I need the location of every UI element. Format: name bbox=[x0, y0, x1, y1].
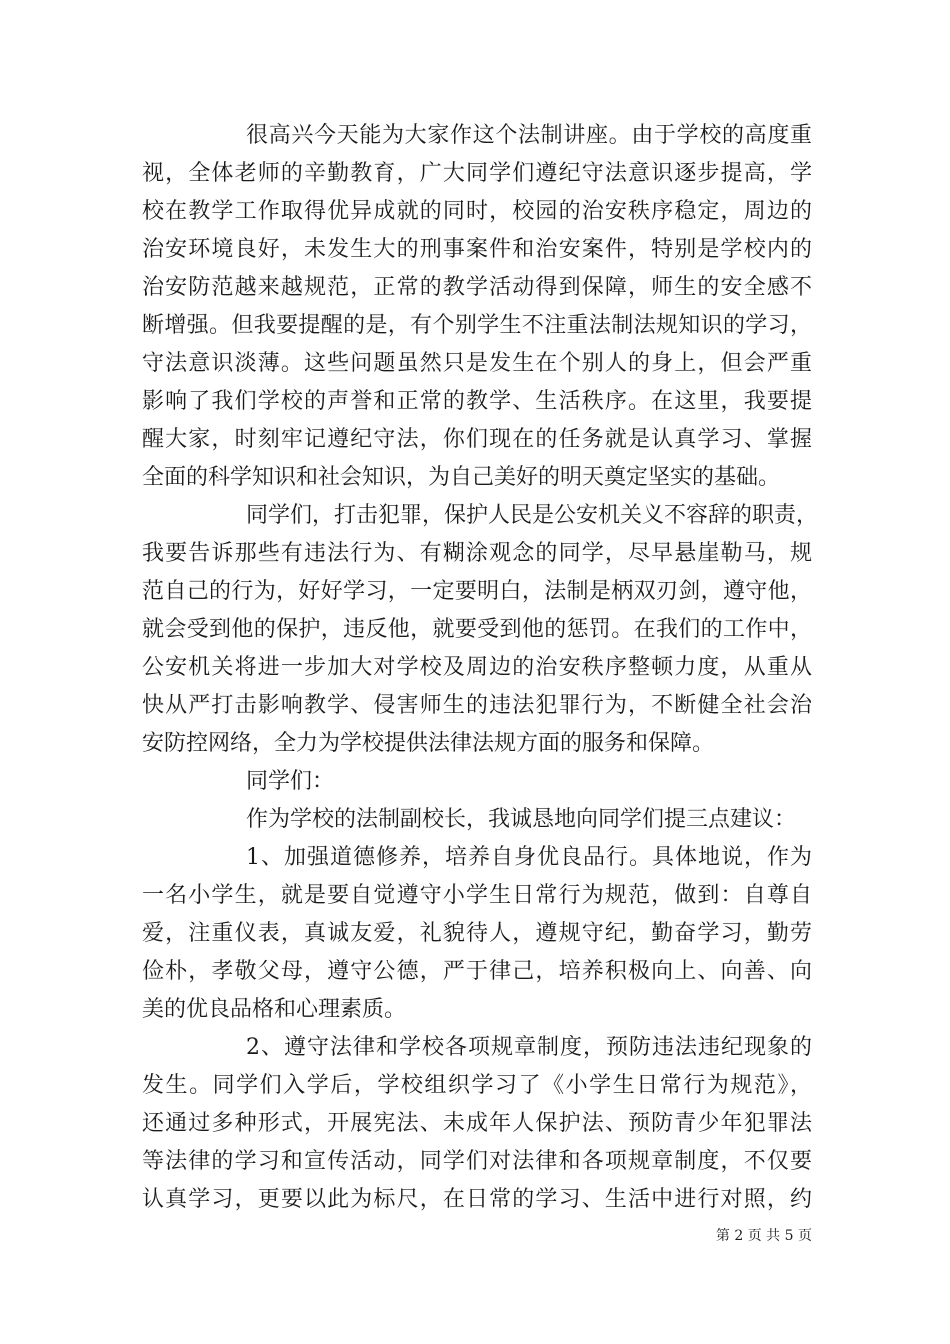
text-line: 我要告诉那些有违法行为、有糊涂观念的同学，尽早悬崖勒马，规 bbox=[142, 541, 812, 566]
text-line: 同学们： bbox=[246, 769, 335, 794]
text-line: 俭朴，孝敬父母，遵守公德，严于律己，培养积极向上、向善、向 bbox=[142, 959, 812, 984]
text-line: 全面的科学知识和社会知识，为自己美好的明天奠定坚实的基础。 bbox=[142, 465, 781, 490]
text-line: 治安环境良好，未发生大的刑事案件和治安案件，特别是学校内的 bbox=[142, 237, 812, 262]
text-line: 公安机关将进一步加大对学校及周边的治安秩序整顿力度，从重从 bbox=[142, 655, 812, 680]
page-number: 第 2 页 共 5 页 bbox=[715, 1228, 812, 1244]
text-line: 影响了我们学校的声誉和正常的教学、生活秩序。在这里，我要提 bbox=[142, 389, 812, 414]
text-line: 还通过多种形式，开展宪法、未成年人保护法、预防青少年犯罪法 bbox=[142, 1111, 812, 1136]
text-line: 视，全体老师的辛勤教育，广大同学们遵纪守法意识逐步提高，学 bbox=[142, 161, 812, 186]
text-line: 一名小学生，就是要自觉遵守小学生日常行为规范，做到：自尊自 bbox=[142, 883, 812, 908]
text-line: 爱，注重仪表，真诚友爱，礼貌待人，遵规守纪，勤奋学习，勤劳 bbox=[142, 921, 812, 946]
text-line: 快从严打击影响教学、侵害师生的违法犯罪行为，不断健全社会治 bbox=[142, 693, 812, 718]
text-line: 发生。同学们入学后，学校组织学习了《小学生日常行为规范》， bbox=[142, 1073, 812, 1098]
text-line: 就会受到他的保护，违反他，就要受到他的惩罚。在我们的工作中， bbox=[142, 617, 812, 642]
text-line: 2、遵守法律和学校各项规章制度，预防违法违纪现象的 bbox=[246, 1035, 812, 1060]
text-line: 范自己的行为，好好学习，一定要明白，法制是柄双刃剑，遵守他， bbox=[142, 579, 812, 604]
text-line: 1、加强道德修养，培养自身优良品行。具体地说，作为 bbox=[246, 845, 812, 870]
text-line: 校在教学工作取得优异成就的同时，校园的治安秩序稳定，周边的 bbox=[142, 199, 812, 224]
text-line: 等法律的学习和宣传活动，同学们对法律和各项规章制度，不仅要 bbox=[142, 1149, 812, 1174]
text-line: 作为学校的法制副校长，我诚恳地向同学们提三点建议： bbox=[246, 807, 797, 832]
text-line: 认真学习，更要以此为标尺，在日常的学习、生活中进行对照，约 bbox=[142, 1187, 812, 1212]
text-line: 同学们，打击犯罪，保护人民是公安机关义不容辞的职责， bbox=[246, 503, 819, 528]
text-line: 断增强。但我要提醒的是，有个别学生不注重法制法规知识的学习， bbox=[142, 313, 812, 338]
text-line: 治安防范越来越规范，正常的教学活动得到保障，师生的安全感不 bbox=[142, 275, 812, 300]
text-line: 很高兴今天能为大家作这个法制讲座。由于学校的高度重 bbox=[246, 123, 812, 148]
text-line: 美的优良品格和心理素质。 bbox=[142, 997, 407, 1022]
document-body bbox=[142, 117, 819, 1219]
text-line: 安防控网络，全力为学校提供法律法规方面的服务和保障。 bbox=[142, 731, 715, 756]
text-line: 守法意识淡薄。这些问题虽然只是发生在个别人的身上，但会严重 bbox=[142, 351, 812, 376]
text-line: 醒大家，时刻牢记遵纪守法，你们现在的任务就是认真学习、掌握 bbox=[142, 427, 812, 452]
